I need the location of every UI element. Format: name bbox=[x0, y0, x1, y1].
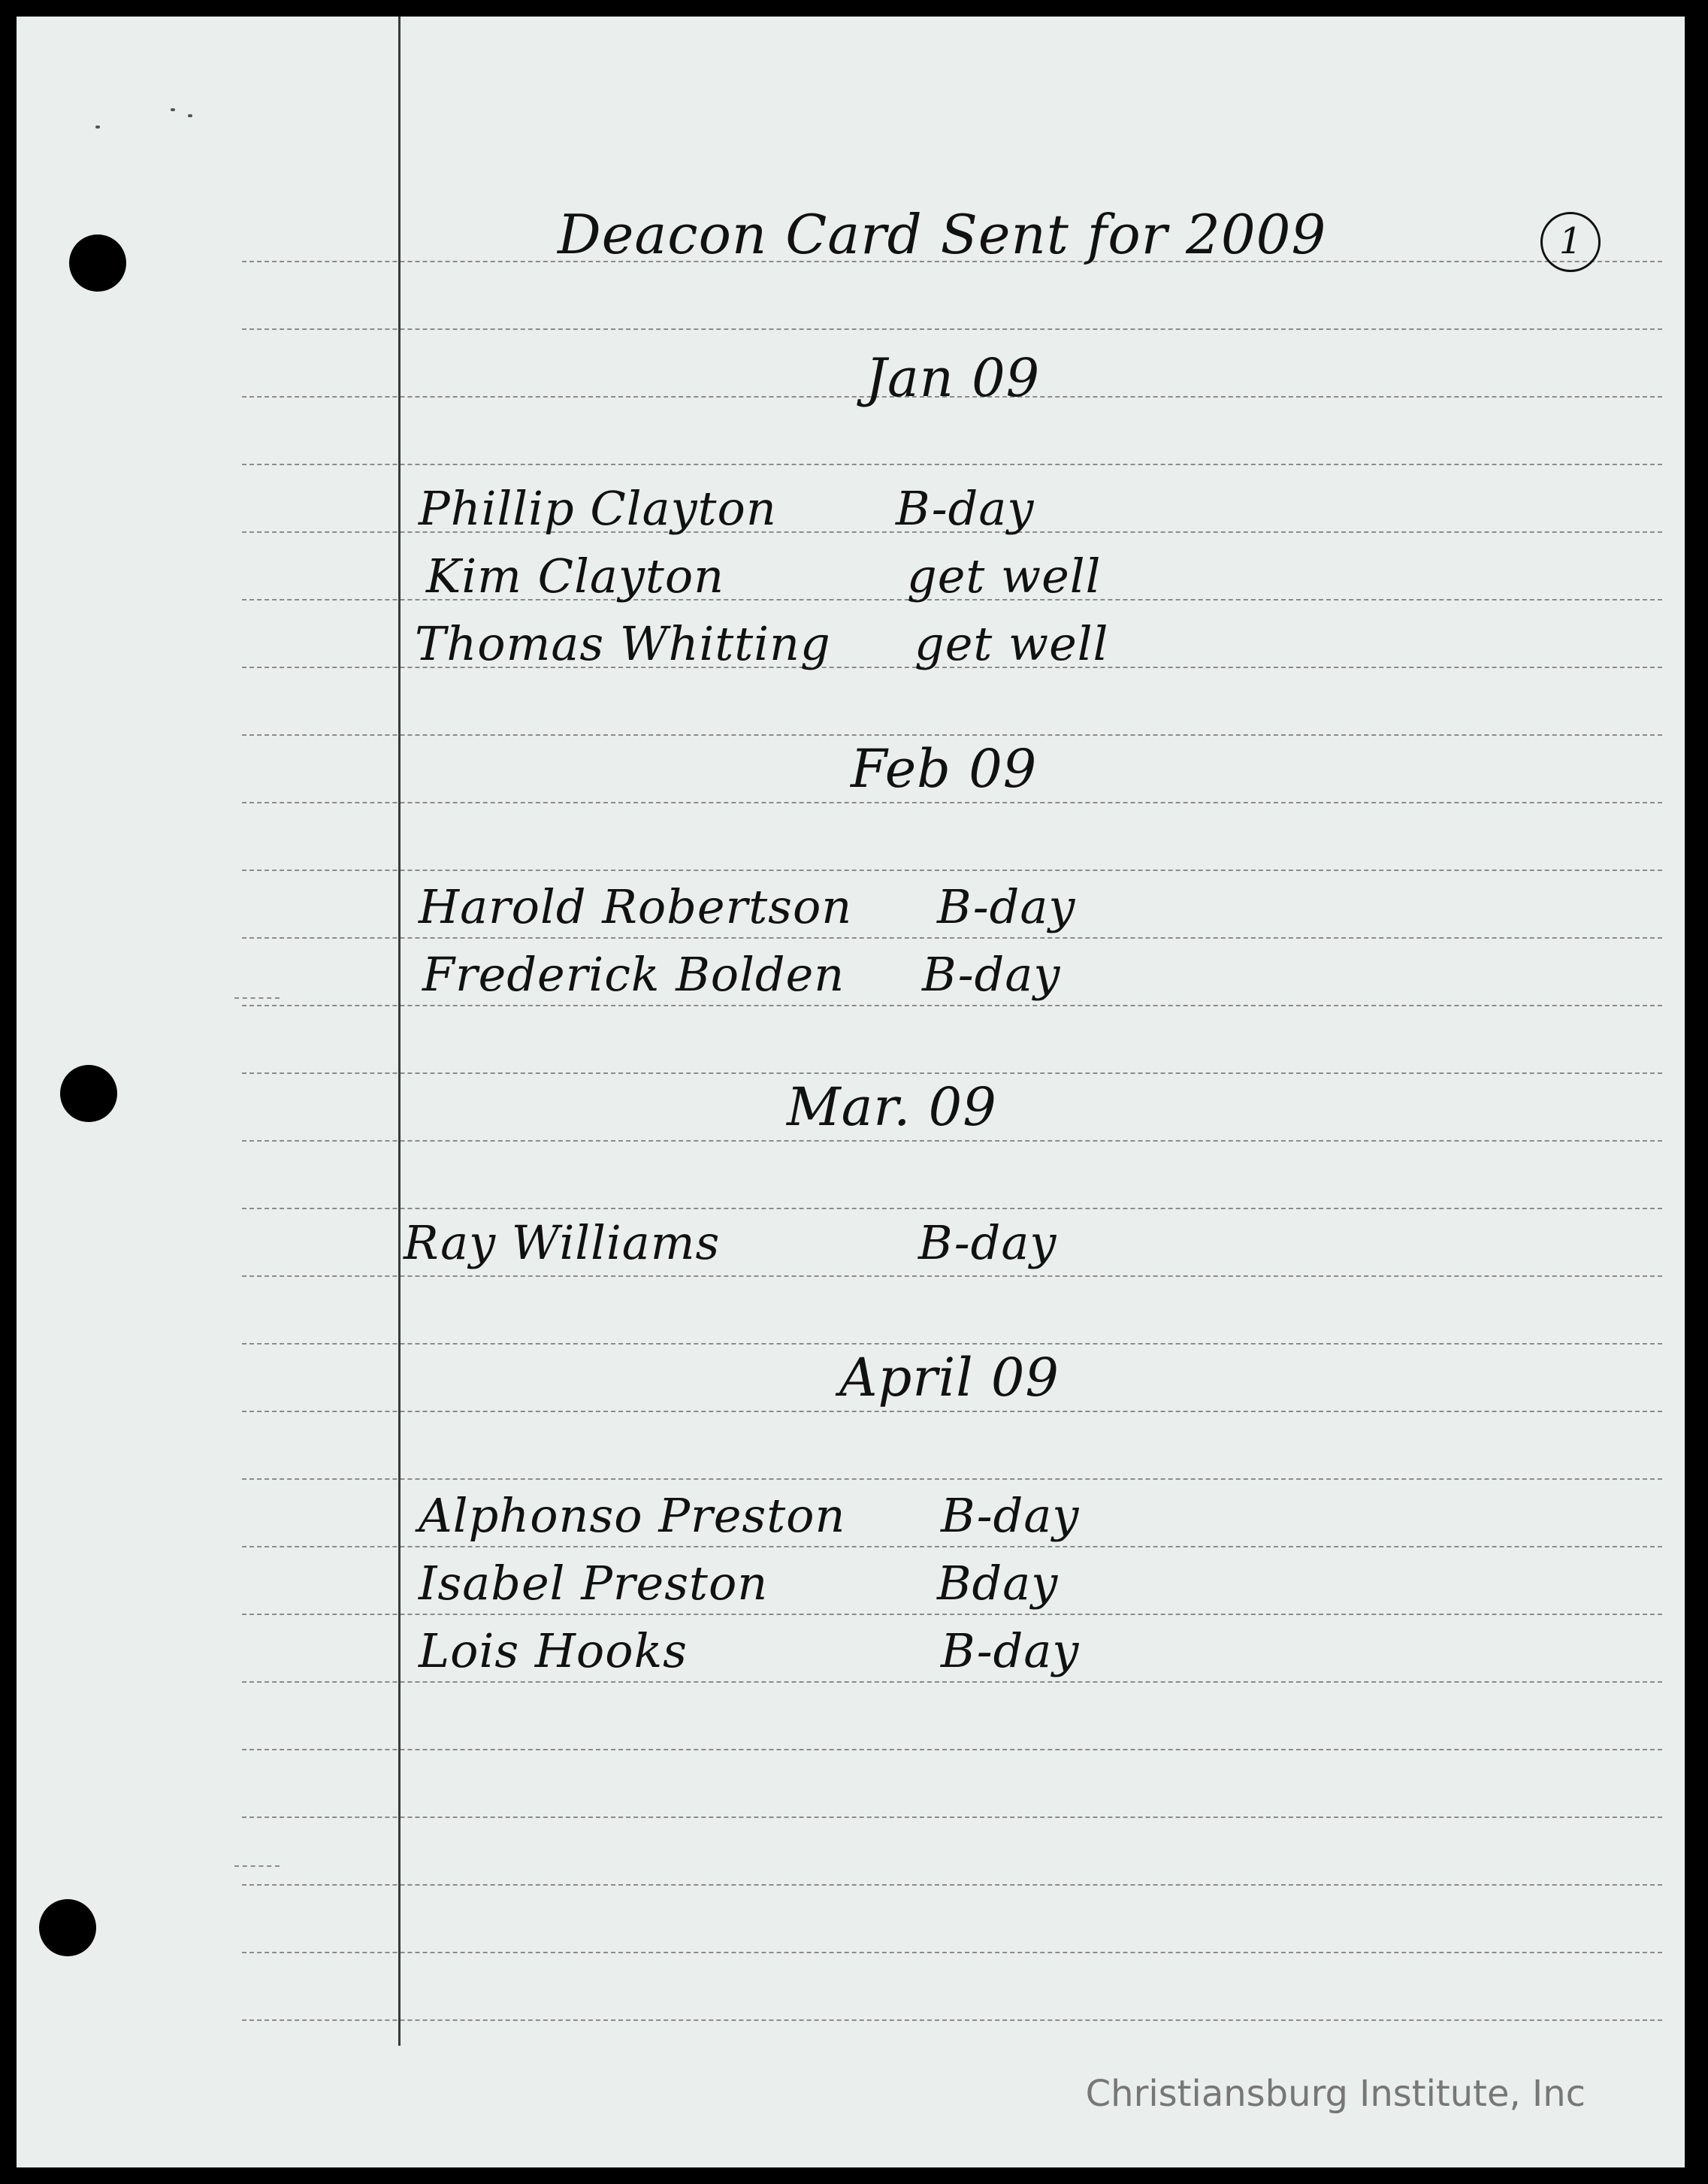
ruled-line bbox=[242, 1072, 1662, 1074]
ruled-line-stub bbox=[234, 1865, 280, 1867]
ruled-line bbox=[242, 1546, 1662, 1547]
entry-name: Isabel Preston bbox=[419, 1556, 769, 1611]
entry-type: get well bbox=[914, 616, 1109, 671]
month-heading: Jan 09 bbox=[866, 347, 1041, 409]
entry-name: Thomas Whitting bbox=[415, 616, 831, 671]
ruled-line bbox=[242, 1816, 1662, 1818]
ruled-line bbox=[242, 1343, 1662, 1345]
notebook-page bbox=[17, 17, 1685, 2167]
ruled-line bbox=[242, 464, 1662, 465]
binder-hole bbox=[39, 1899, 96, 1956]
ruled-line bbox=[242, 1411, 1662, 1412]
paper-speck bbox=[188, 114, 192, 117]
ruled-line bbox=[242, 937, 1662, 939]
entry-type: B-day bbox=[941, 1488, 1080, 1543]
ruled-line bbox=[242, 328, 1662, 330]
ruled-line bbox=[242, 1140, 1662, 1142]
entry-name: Lois Hooks bbox=[419, 1623, 688, 1678]
paper-speck bbox=[95, 126, 100, 129]
entry-name: Alphonso Preston bbox=[419, 1488, 846, 1543]
page-number-circle: 1 bbox=[1540, 212, 1601, 272]
entry-name: Harold Robertson bbox=[419, 879, 853, 934]
ruled-line bbox=[242, 870, 1662, 871]
margin-line bbox=[398, 17, 401, 2046]
ruled-line bbox=[242, 2019, 1662, 2021]
binder-hole bbox=[69, 234, 126, 292]
ruled-line bbox=[242, 1952, 1662, 1953]
ruled-line bbox=[242, 1208, 1662, 1209]
watermark: Christiansburg Institute, Inc bbox=[1085, 2073, 1586, 2115]
entry-name: Ray Williams bbox=[404, 1215, 721, 1270]
ruled-line bbox=[242, 1884, 1662, 1886]
entry-type: B-day bbox=[922, 947, 1061, 1002]
entry-type: Bday bbox=[937, 1556, 1059, 1611]
ruled-line-stub bbox=[234, 997, 280, 999]
entry-name: Phillip Clayton bbox=[419, 481, 777, 536]
ruled-line bbox=[242, 1681, 1662, 1683]
entry-type: B-day bbox=[941, 1623, 1080, 1678]
ruled-line bbox=[242, 1275, 1662, 1277]
binder-hole bbox=[60, 1065, 117, 1122]
entry-name: Frederick Bolden bbox=[422, 947, 845, 1002]
month-heading: Mar. 09 bbox=[787, 1076, 997, 1138]
entry-type: B-day bbox=[937, 879, 1076, 934]
entry-type: get well bbox=[907, 549, 1102, 603]
ruled-line bbox=[242, 1005, 1662, 1006]
paper-speck bbox=[171, 108, 175, 111]
entry-name: Kim Clayton bbox=[426, 549, 725, 603]
entry-type: B-day bbox=[896, 481, 1035, 536]
month-heading: Feb 09 bbox=[851, 738, 1038, 800]
ruled-line bbox=[242, 734, 1662, 736]
ruled-line bbox=[242, 1478, 1662, 1480]
entry-type: B-day bbox=[918, 1215, 1057, 1270]
ruled-line bbox=[242, 802, 1662, 803]
ruled-line bbox=[242, 1614, 1662, 1615]
ruled-line bbox=[242, 1749, 1662, 1750]
page-title: Deacon Card Sent for 2009 bbox=[558, 203, 1327, 266]
month-heading: April 09 bbox=[839, 1347, 1060, 1408]
